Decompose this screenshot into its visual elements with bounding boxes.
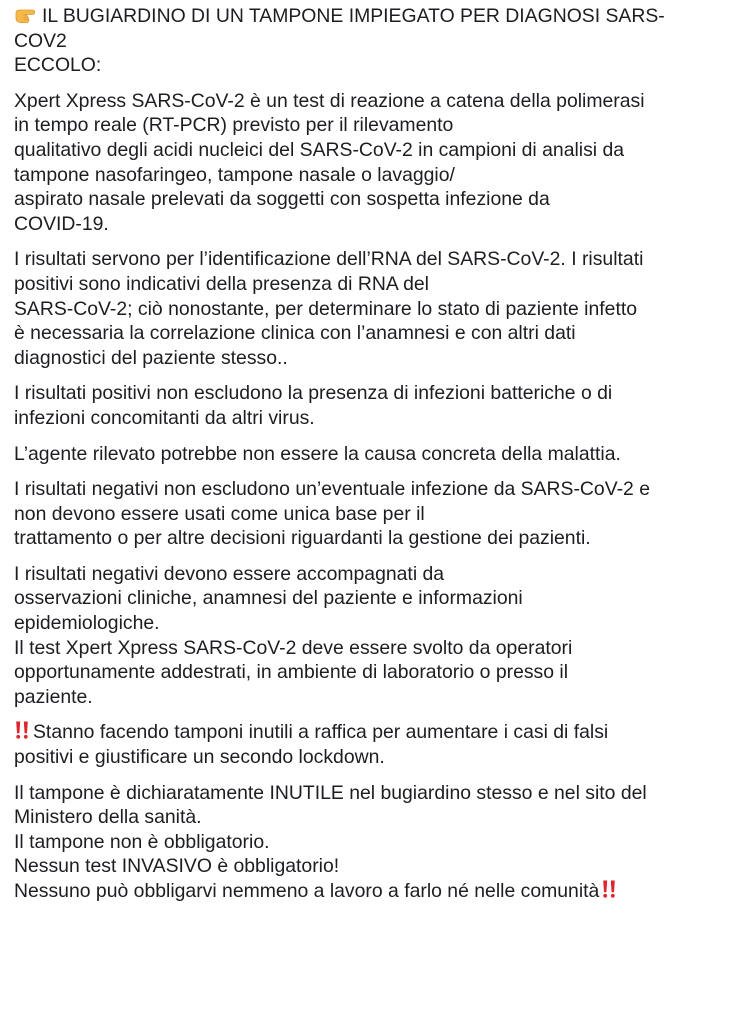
paragraph-8-last-line [14,879,722,904]
paragraph-5 [14,477,722,551]
paragraph-6-line: osservazioni cliniche, anamnesi del paziente e informazioni [14,587,523,610]
paragraph-5-line: non devono essere usati come unica base per il [14,502,425,525]
paragraph-2-line: positivi sono indicativi della presenza di RNA del [14,272,429,295]
paragraph-1-line: aspirato nasale prelevati da soggetti con sospetta infezione da [14,188,550,211]
paragraph-2-line: è necessaria la correlazione clinica con l’anamnesi e con altri dati [14,322,576,345]
paragraph-3-line: infezioni concomitanti da altri virus. [14,406,315,429]
paragraph-6 [14,562,722,710]
paragraph-2-line: I risultati servono per l’identificazione dell’RNA del SARS-CoV-2. I risultati [14,248,644,271]
header-line-1 [14,4,722,29]
header-line-2: COV2 [14,29,67,52]
paragraph-4 [14,442,722,467]
paragraph-7-line-1-text: Stanno facendo tamponi inutili a raffica per aumentare i casi di falsi [33,721,609,744]
paragraph-6-line: Il test Xpert Xpress SARS-CoV-2 deve essere svolto da operatori [14,636,573,659]
paragraph-3 [14,381,722,430]
paragraph-5-line: I risultati negativi non escludono un’eventuale infezione da SARS-CoV-2 e [14,478,650,501]
paragraph-8-last-line-text: Nessuno può obbligarvi nemmeno a lavoro a farlo né nelle comunità [14,880,600,902]
paragraph-2 [14,247,722,370]
paragraph-8-line: Il tampone è dichiaratamente INUTILE nel bugiardino stesso e nel sito del [14,781,647,804]
header-line-1-text: IL BUGIARDINO DI UN TAMPONE IMPIEGATO PER DIAGNOSI SARS- [42,5,665,27]
paragraph-7-line: positivi e giustificare un secondo lockdown. [14,746,385,769]
paragraph-7 [14,720,722,769]
paragraph-6-line: paziente. [14,685,93,708]
paragraph-1-line: COVID-19. [14,212,109,235]
double-exclamation-icon [14,720,30,740]
paragraph-2-line: SARS-CoV-2; ciò nonostante, per determinare lo stato di paziente infetto [14,297,638,320]
paragraph-1 [14,89,722,237]
paragraph-7-line-1 [14,720,722,745]
header-line-3: ECCOLO: [14,54,102,77]
paragraph-8 [14,781,722,904]
pointing-hand-icon [14,4,36,24]
paragraph-3-line: I risultati positivi non escludono la presenza di infezioni batteriche o di [14,382,613,405]
paragraph-1-line: qualitativo degli acidi nucleici del SARS-CoV-2 in campioni di analisi da [14,138,625,161]
paragraph-6-line: opportunamente addestrati, in ambiente di laboratorio o presso il [14,661,569,684]
paragraph-1-line: in tempo reale (RT-PCR) previsto per il rilevamento [14,114,454,137]
paragraph-1-line: Xpert Xpress SARS-CoV-2 è un test di reazione a catena della polimerasi [14,89,645,112]
paragraph-8-line: Ministero della sanità. [14,806,202,829]
paragraph-4-line: L’agente rilevato potrebbe non essere la causa concreta della malattia. [14,442,621,465]
post-header [14,4,722,78]
double-exclamation-icon [601,879,617,899]
paragraph-5-line: trattamento o per altre decisioni riguardanti la gestione dei pazienti. [14,527,591,550]
paragraph-6-line: epidemiologiche. [14,612,160,635]
paragraph-6-line: I risultati negativi devono essere accompagnati da [14,562,445,585]
paragraph-1-line: tampone nasofaringeo, tampone nasale o lavaggio/ [14,163,455,186]
paragraph-8-line: Il tampone non è obbligatorio. [14,830,270,853]
paragraph-2-line: diagnostici del paziente stesso.. [14,346,288,369]
paragraph-8-line: Nessun test INVASIVO è obbligatorio! [14,855,340,878]
